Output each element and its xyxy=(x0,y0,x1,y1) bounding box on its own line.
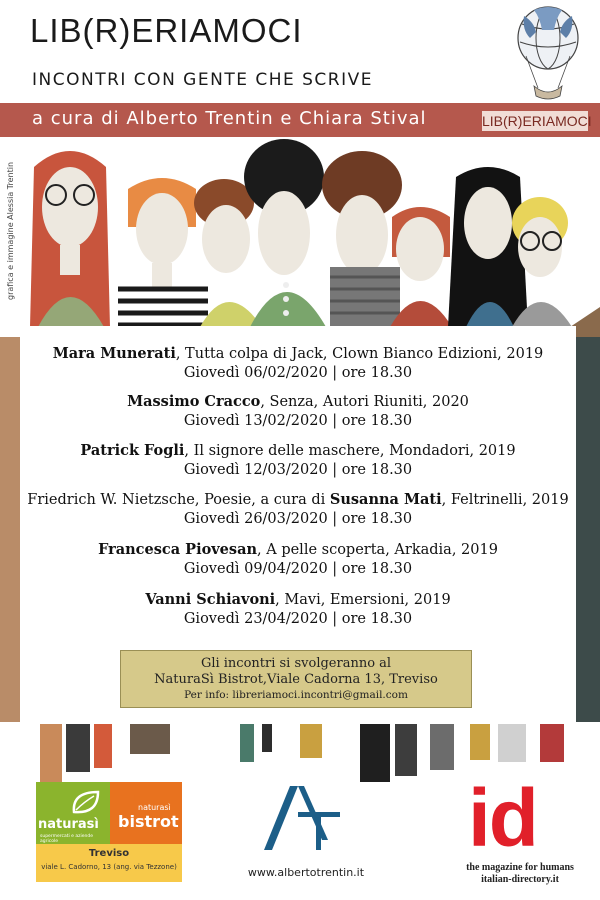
event-date: Giovedì 06/02/2020 | ore 18.30 xyxy=(183,365,413,381)
leaf-icon xyxy=(70,788,102,816)
event-item xyxy=(20,590,576,629)
naturasi-tagline: supermercati e aziende agricole xyxy=(40,834,93,844)
naturasi-city: Treviso xyxy=(88,848,130,859)
id-magazine-url[interactable]: italian-directory.it xyxy=(481,874,559,885)
event-author: Francesca Piovesan xyxy=(98,541,258,558)
illustration-credit: grafica e immagine Alessia Trentin xyxy=(6,161,15,300)
event-item xyxy=(20,344,576,383)
event-author: Susanna Mati xyxy=(329,491,442,508)
event-author: Mara Munerati xyxy=(52,345,176,362)
event-date: Giovedì 09/04/2020 | ore 18.30 xyxy=(183,561,413,577)
alberto-trentin-logo xyxy=(262,782,342,852)
event-item xyxy=(20,540,576,579)
poster-subtitle: INCONTRI CON GENTE CHE SCRIVE xyxy=(32,70,373,90)
band-logo: LIB(R)ERIAMOCI xyxy=(482,113,592,129)
curators-text: a cura di Alberto Trentin e Chiara Stival xyxy=(32,108,427,129)
event-author: Vanni Schiavoni xyxy=(145,591,276,608)
event-author: Patrick Fogli xyxy=(80,442,185,459)
id-magazine-logo: id xyxy=(468,773,537,864)
event-date: Giovedì 26/03/2020 | ore 18.30 xyxy=(183,511,413,527)
bistrot-naturasi: naturasì xyxy=(138,803,171,812)
balloon-icon xyxy=(512,4,584,104)
event-item: Friedrich W. Nietzsche, Poesie, a cura di Susanna Mati, Feltrinelli, 2019 Giovedì 26/03/2020 | ore 18.30 xyxy=(20,490,576,529)
event-book: , Feltrinelli, 2019 xyxy=(441,492,569,508)
event-book: , Il signore delle maschere, Mondadori, 2019 xyxy=(184,443,516,459)
alberto-trentin-url[interactable]: www.albertotrentin.it xyxy=(247,866,365,879)
event-author: Massimo Cracco xyxy=(127,393,261,410)
bistrot-label: bistrot xyxy=(118,812,179,831)
poster-title: LIB(R)ERIAMOCI xyxy=(30,12,303,49)
event-item xyxy=(20,441,576,480)
event-book: , Mavi, Emersioni, 2019 xyxy=(275,592,451,608)
event-date: Giovedì 23/04/2020 | ore 18.30 xyxy=(183,611,413,627)
venue-info-email[interactable]: Per info: libreriamoci.incontri@gmail.com xyxy=(184,689,408,701)
venue-address: NaturaSì Bistrot,Viale Cadorna 13, Treviso xyxy=(154,672,438,687)
event-date: Giovedì 12/03/2020 | ore 18.30 xyxy=(183,462,413,478)
event-date: Giovedì 13/02/2020 | ore 18.30 xyxy=(183,413,413,429)
event-book: , A pelle scoperta, Arkadia, 2019 xyxy=(257,542,498,558)
naturasi-brand: naturasì xyxy=(38,817,99,832)
event-item xyxy=(20,392,576,431)
event-book: , Senza, Autori Riuniti, 2020 xyxy=(260,394,469,410)
venue-intro: Gli incontri si svolgeranno al xyxy=(200,656,392,671)
venue-box xyxy=(120,650,472,708)
naturasi-address: viale L. Cadorno, 13 (ang. via Tezzone) xyxy=(41,863,177,871)
event-book: , Tutta colpa di Jack, Clown Bianco Edizioni, 2019 xyxy=(175,346,544,362)
id-magazine-tagline: the magazine for humans xyxy=(466,862,574,873)
